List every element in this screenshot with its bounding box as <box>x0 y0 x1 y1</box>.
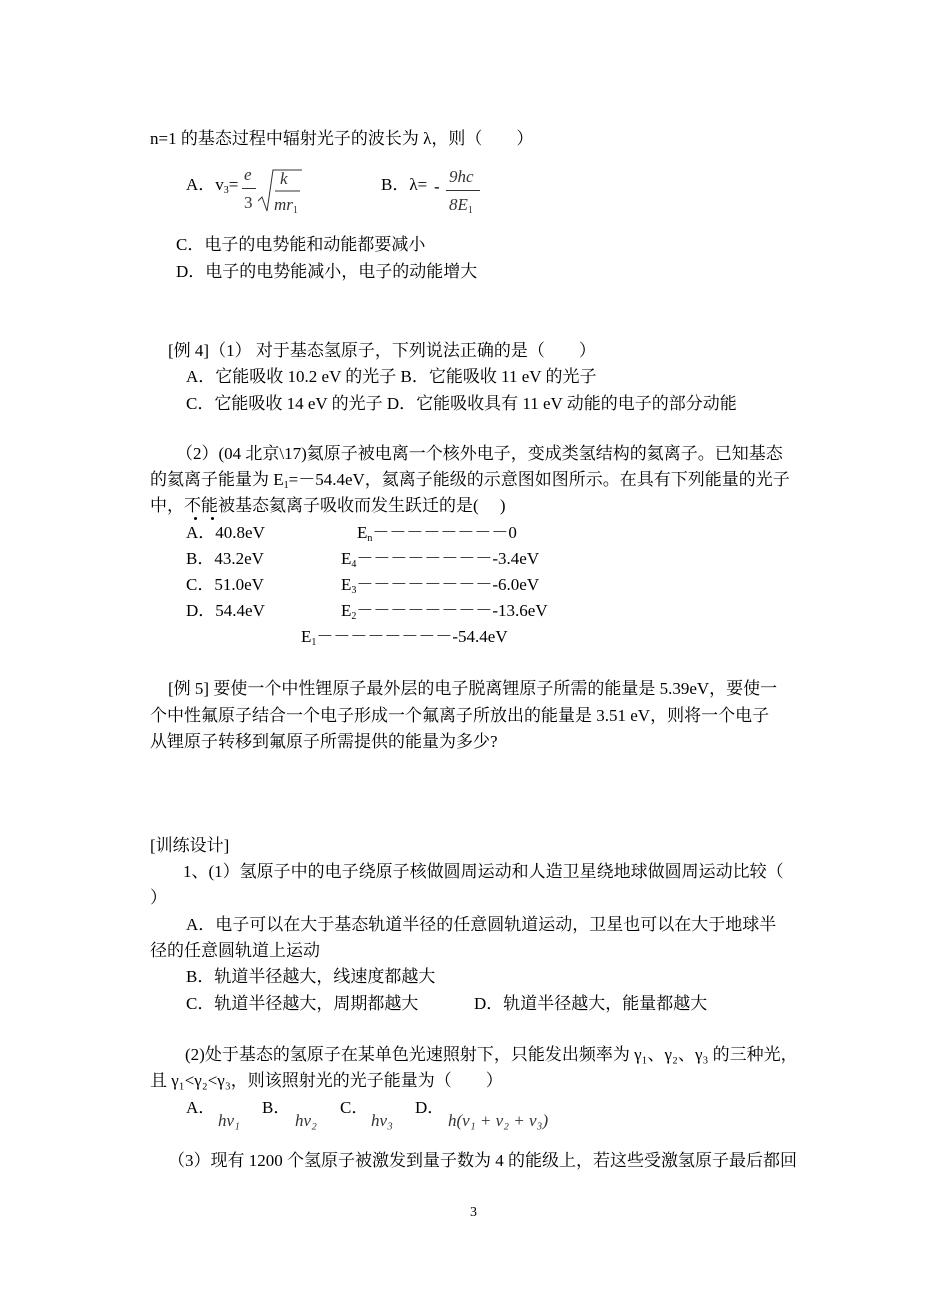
training-q2-line1: (2)处于基态的氢原子在某单色光速照射下，只能发出频率为 γ₁、γ₂、γ₃ 的三种光， <box>185 1045 798 1064</box>
training-q1-option-a2: 径的任意圆轨道上运动 <box>150 941 320 960</box>
formula-b-num: 9hc <box>449 167 474 186</box>
formula-b-fraction-bar <box>446 190 480 191</box>
energy-level-e3: $E_3---------6.0eV$ <box>341 575 540 596</box>
energy-level-e4: $E_4---------3.4eV$ <box>341 549 540 570</box>
training-q1-option-b: B．轨道半径越大，线速度都越大 <box>186 967 436 986</box>
training-q1-option-a1: A．电子可以在大于基态轨道半径的任意圆轨道运动，卫星也可以在大于地球半 <box>186 915 777 934</box>
training-q1-line1: 1、(1）氢原子中的电子绕原子核做圆周运动和人造卫星绕地球做圆周运动比较（ <box>183 862 784 881</box>
emphasis-dot <box>211 517 214 520</box>
formula-b-den: $8E_1$ <box>449 195 473 216</box>
training-q3-line1: （3）现有 1200 个氢原子被激发到量子数为 4 的能级上，若这些受激氢原子最后都回 <box>168 1151 797 1170</box>
training-q2-line2: 且 γ₁<γ₂<γ₃，则该照射光的光子能量为（ ） <box>150 1071 503 1090</box>
example-4-options-cd: C．它能吸收 14 eV 的光子 D．它能吸收具有 11 eV 动能的电子的部分动能 <box>186 394 737 413</box>
training-q2-label-d: D． <box>415 1098 445 1117</box>
training-q1-option-d: D．轨道半径越大，能量都越大 <box>474 994 708 1013</box>
training-q2-label-c: C． <box>340 1098 369 1117</box>
option-a-label: A．$v_3=$ <box>186 175 239 196</box>
energy-option-b: B．43.2eV <box>186 549 264 568</box>
formula-a-3: 3 <box>244 193 253 212</box>
training-q1-option-c: C．轨道半径越大，周期都越大 <box>186 994 419 1013</box>
energy-level-e1: $E_1---------54.4eV$ <box>301 627 508 648</box>
formula-a-mr: $mr_1$ <box>274 195 298 216</box>
example-5-line1: [例 5] 要使一个中性锂原子最外层的电子脱离锂原子所需的能量是 5.39eV，要使一 <box>168 679 778 698</box>
training-q1-line2: ） <box>150 888 167 907</box>
formula-a-k: k <box>280 169 288 188</box>
example-5-line2: 个中性氟原子结合一个电子形成一个氟离子所放出的能量是 3.51 eV，则将一个电子 <box>150 706 770 725</box>
example-4-options-ab: A．它能吸收 10.2 eV 的光子 B．它能吸收 11 eV 的光子 <box>186 367 597 386</box>
formula-a-e: e <box>244 165 252 184</box>
training-q2-formula-d: h(ν₁ + ν₂ + ν₃) <box>448 1111 549 1130</box>
example-4-title: [例 4]（1） 对于基态氢原子，下列说法正确的是（ ） <box>168 341 596 360</box>
training-q2-label-a: A． <box>186 1098 216 1117</box>
emphasis-dot <box>194 517 197 520</box>
example-5-line3: 从锂原子转移到氟原子所需提供的能量为多少? <box>150 732 498 751</box>
training-q2-formula-c: hν₃ <box>371 1111 393 1130</box>
training-q2-formula-a: hν₁ <box>218 1111 240 1130</box>
page-number: 3 <box>470 1205 477 1220</box>
example-4-part2-line3: 中，不能被基态氦离子吸收而发生跃迁的是( ) <box>150 496 506 515</box>
training-heading: [训练设计] <box>150 836 230 855</box>
energy-option-a: A．40.8eV <box>186 523 265 542</box>
energy-level-e2: $E_2---------13.6eV$ <box>341 601 548 622</box>
energy-option-d: D．54.4eV <box>186 601 265 620</box>
energy-option-c: C．51.0eV <box>186 575 264 594</box>
option-c: C．电子的电势能和动能都要减小 <box>176 235 426 254</box>
training-q2-label-b: B． <box>262 1098 291 1117</box>
option-d: D．电子的电势能减小，电子的动能增大 <box>176 262 478 281</box>
example-4-part2-line1: （2）(04 北京\17)氦原子被电离一个核外电子，变成类氢结构的氦离子。已知基态 <box>176 444 783 463</box>
training-q2-formula-b: hν₂ <box>295 1111 317 1130</box>
intro-line: n=1 的基态过程中辐射光子的波长为 λ，则（ ） <box>150 129 534 148</box>
example-4-part2-line2: 的氦离子能量为 $E_1=-54.4eV$，氦离子能级的示意图如图所示。在具有下列能量的光子 <box>150 470 790 491</box>
formula-a-fraction-bar <box>242 188 256 189</box>
energy-level-en: $E_n--------0$ <box>357 523 517 544</box>
formula-b-minus: - <box>434 177 440 196</box>
option-b-label: B．λ= <box>381 175 428 194</box>
